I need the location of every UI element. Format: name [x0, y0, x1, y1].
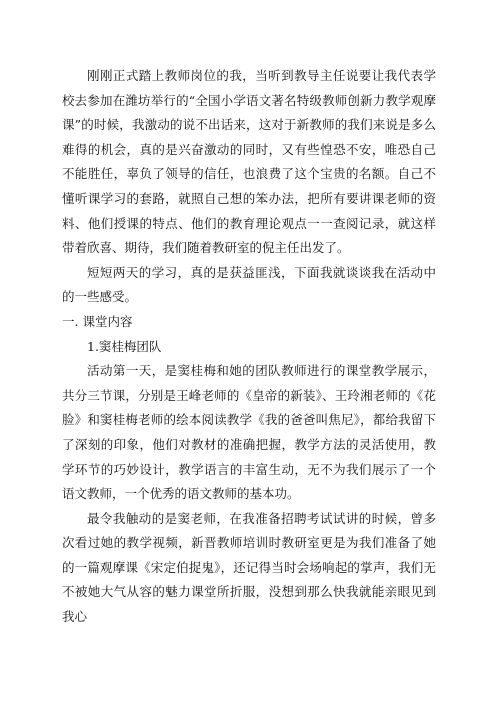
summary-paragraph: 短短两天的学习，真的是获益匪浅，下面我就谈谈我在活动中的一些感受。: [62, 264, 436, 305]
document-page: [62, 64, 436, 630]
subsection-heading: 1.窦桂梅团队: [87, 338, 162, 354]
day-one-paragraph: 活动第一天，是窦桂梅和她的团队教师进行的课堂教学展示，共分三节课，分别是王峰老师的《皇帝的新装》、王玲湘老师的《花脸》和窦桂梅老师的绘本阅读教学《我的爸爸叫焦尼》，都给我留下了深刻的印象，他们对教材的准确把握，教学方法的灵活使用，教学环节的巧妙设计，教学语言的丰富生动，无不为我们展示了一个语文教师，一个优秀的语文教师的基本功。: [62, 363, 436, 502]
section-heading: 一. 课堂内容: [62, 313, 133, 329]
dou-teacher-paragraph: 最令我触动的是窦老师，在我准备招聘考试试讲的时候，曾多次看过她的教学视频，新晋教师培训时教研室更是为我们准备了她的一篇观摩课《宋定伯捉鬼》，还记得当时会场响起的掌声，我们无不被她大气从容的魅力课堂所折服，没想到那么快我就能亲眼见到我心: [62, 510, 436, 625]
intro-paragraph: 刚刚正式踏上教师岗位的我，当听到教导主任说要让我代表学校去参加在潍坊举行的“全国小学语文著名特级教师创新力教学观摩课”的时候，我激动的说不出话来，这对于新教师的我们来说是多么难得的机会，真的是兴奋激动的同时，又有些惶恐不安，唯恐自己不能胜任，辜负了领导的信任，也浪费了这个宝贵的名额。自己不懂听课学习的套路，就照自己想的笨办法，把所有要讲课老师的资料、他们授课的特点、他们的教育理论观点一一查阅记录，就这样带着欣喜、期待，我们随着教研室的倪主任出发了。: [62, 68, 436, 256]
